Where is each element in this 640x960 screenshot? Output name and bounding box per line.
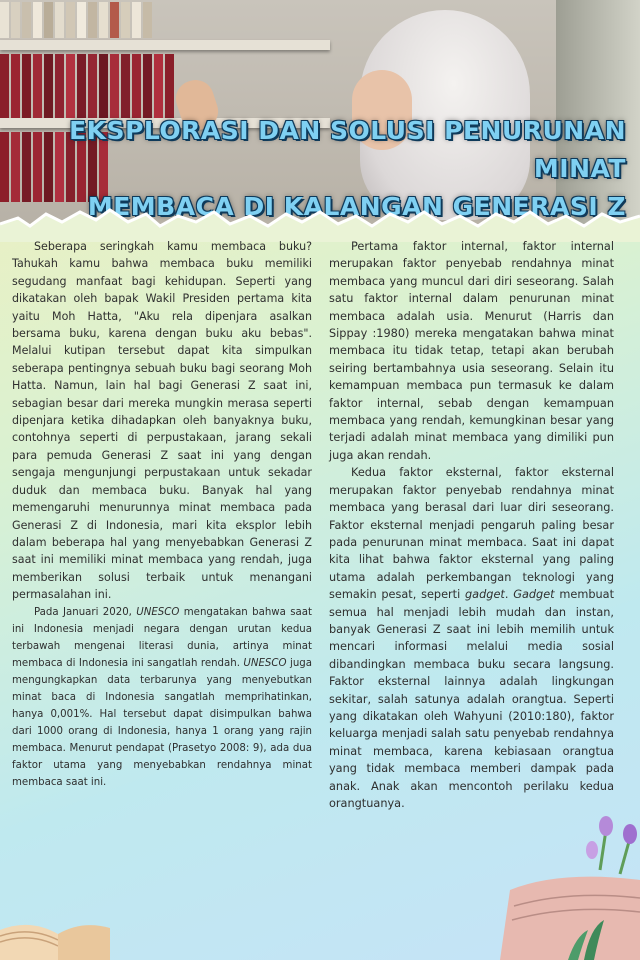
text-run: mengatakan bahwa saat ini Indonesia menjadi negara dengan urutan kedua terbawah mengenai literasi dunia, artinya minat membaca di Indonesia ini sangatlah rendah. <box>12 606 312 669</box>
emphasis: UNESCO <box>243 657 287 669</box>
shelf-board <box>0 40 330 50</box>
paragraph: Pertama faktor internal, faktor internal merupakan faktor penyebab rendahnya minat membaca yang muncul dari diri seseorang. Salah satu faktor internal dalam penurunan minat membaca adalah usia. Menurut (Harris dan Sippay :1980) mereka mengatakan bahwa minat membaca itu tidak tetap, tetapi akan berubah seiring bertambahnya usia seseorang. Selain itu kemampuan membaca pun termasuk ke dalam faktor internal, sebab dengan kemampuan membaca yang rendah, kemungkinan besar yang terjadi adalah minat membaca yang dimiliki pun juga akan rendah. <box>329 240 614 462</box>
article-left-column <box>12 238 312 792</box>
title-line-2: MEMBACA DI KALANGAN GENERASI Z <box>87 192 626 221</box>
book-row <box>0 54 174 118</box>
text-run: Pada Januari 2020, <box>34 606 137 618</box>
emphasis: UNESCO <box>136 606 180 618</box>
open-book-icon <box>0 890 110 960</box>
article-right-column <box>329 238 614 812</box>
title-line-1: EKSPLORASI DAN SOLUSI PENURUNAN MINAT <box>69 116 626 183</box>
text-run: membuat semua hal menjadi lebih mudah dan instan, banyak Generasi Z saat ini lebih memilih untuk mencari informasi melalui media sosial dibandingkan membaca buku secara langsung. Faktor eksternal lainnya adalah lingkungan sekitar, salah satunya adalah orangtua. Seperti yang dikatakan oleh Wahyuni (2010:180), faktor keluarga menjadi salah satu penyebab rendahnya minat membaca, karena kebiasaan orangtua yang tidak membaca memberi dampak pada anak. Anak akan mencontoh perilaku kedua orangtuanya. <box>329 588 615 810</box>
paragraph <box>12 604 312 792</box>
torn-paper-edge <box>0 200 640 242</box>
text-run: Kedua faktor eksternal, faktor eksternal merupakan faktor penyebab rendahnya minat membaca yang berasal dari luar diri seseorang. Faktor eksternal menjadi pengaruh paling besar pada penurunan minat membaca. Saat ini dapat kita lihat bahwa faktor eksternal yang paling utama adalah perkembangan teknologi yang semakin pesat, seperti <box>329 466 614 602</box>
paragraph <box>329 464 614 812</box>
emphasis: Gadget <box>513 588 555 602</box>
flowers-and-book-icon <box>480 810 640 960</box>
text-run: juga mengungkapkan data terbarunya yang menyebutkan minat baca di Indonesia sangatlah memprihatinkan, hanya 0,001%. Hal tersebut dapat disimpulkan bahwa dari 1000 orang di Indonesia, hanya 1 orang yang rajin membaca. Menurut pendapat (Prasetyo 2008: 9), ada dua faktor utama yang menyebabkan rendahnya minat membaca saat ini. <box>12 657 312 789</box>
emphasis: gadget <box>465 588 505 602</box>
book-row <box>0 2 152 38</box>
text-run: . <box>504 588 514 602</box>
header-photo <box>0 0 640 232</box>
paragraph: Seberapa seringkah kamu membaca buku? Tahukah kamu bahwa membaca buku memiliki segudang manfaat bagi kehidupan. Seperti yang dikatakan oleh bapak Wakil Presiden pertama kita yaitu Moh Hatta, "Aku rela dipenjara asalkan bersama buku, karena dengan buku aku bebas". Melalui kutipan tersebut dapat kita simpulkan seberapa pentingnya sebuah buku bagi seorang Moh Hatta. Namun, lain hal bagi Generasi Z saat ini, sebagian besar dari mereka mungkin merasa seperti dipenjara ketika dihadapkan oleh banyaknya buku, contohnya seperti di perpustakaan, jarang sekali para pemuda Generasi Z saat ini yang dengan sengaja mengunjungi perpustakaan untuk sekadar duduk dan membaca buku. Banyak hal yang memengaruhi menurunnya minat membaca pada Generasi Z di Indonesia, mari kita eksplor lebih dalam beberapa hal yang menyebabkan Generasi Z saat ini memiliki minat membaca yang rendah, juga memberikan solusi terbaik untuk menangani permasalahan ini. <box>12 240 312 602</box>
